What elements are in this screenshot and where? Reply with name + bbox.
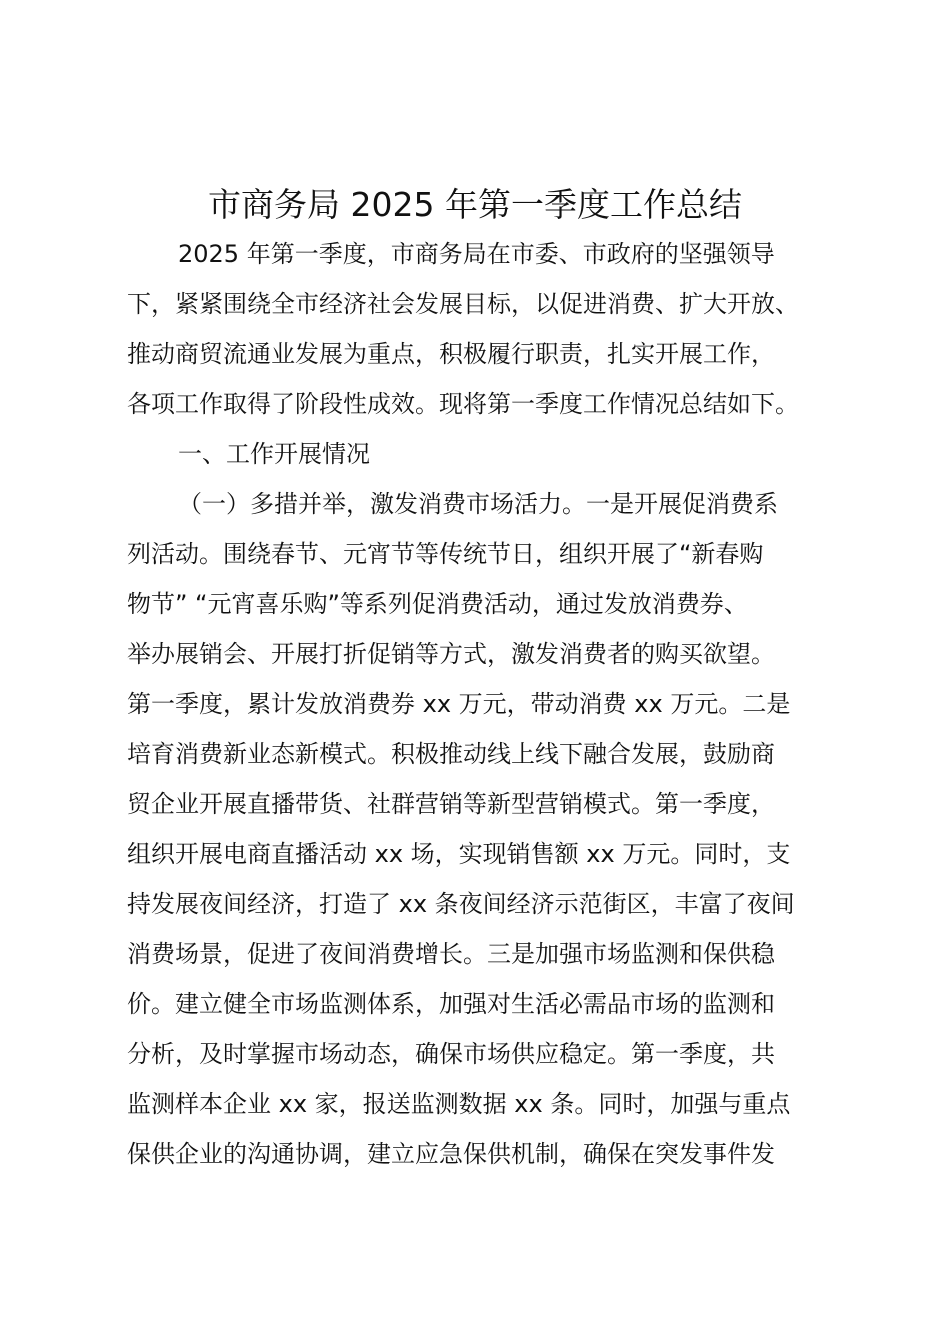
paragraph-line: 分析，及时掌握市场动态，确保市场供应稳定。第一季度，共 — [127, 1040, 775, 1068]
paragraph-line: 价。建立健全市场监测体系，加强对生活必需品市场的监测和 — [127, 990, 775, 1018]
paragraph-line: 下，紧紧围绕全市经济社会发展目标，以促进消费、扩大开放、 — [127, 290, 799, 318]
paragraph-line: 组织开展电商直播活动 xx 场，实现销售额 xx 万元。同时，支 — [127, 840, 791, 868]
paragraph-line: 各项工作取得了阶段性成效。现将第一季度工作情况总结如下。 — [127, 390, 799, 418]
paragraph-line: 监测样本企业 xx 家，报送监测数据 xx 条。同时，加强与重点 — [127, 1090, 791, 1118]
paragraph-line: 持发展夜间经济，打造了 xx 条夜间经济示范街区，丰富了夜间 — [127, 890, 795, 918]
paragraph-line: 保供企业的沟通协调，建立应急保供机制，确保在突发事件发 — [127, 1140, 775, 1168]
paragraph-line: 物节” “元宵喜乐购”等系列促消费活动，通过发放消费券、 — [127, 590, 748, 618]
paragraph-line: 培育消费新业态新模式。积极推动线上线下融合发展，鼓励商 — [127, 740, 775, 768]
paragraph-line: 贸企业开展直播带货、社群营销等新型营销模式。第一季度， — [127, 790, 775, 818]
document-title: 市商务局 2025 年第一季度工作总结 — [208, 185, 742, 224]
paragraph-line: 第一季度，累计发放消费券 xx 万元，带动消费 xx 万元。二是 — [127, 690, 791, 718]
paragraph-line: 消费场景，促进了夜间消费增长。三是加强市场监测和保供稳 — [127, 940, 775, 968]
paragraph-line: 举办展销会、开展打折促销等方式，激发消费者的购买欲望。 — [127, 640, 775, 668]
section-heading: 一、工作开展情况 — [178, 440, 370, 468]
paragraph-line: 列活动。围绕春节、元宵节等传统节日，组织开展了“新春购 — [127, 540, 764, 568]
paragraph-line: 2025 年第一季度，市商务局在市委、市政府的坚强领导 — [178, 240, 775, 268]
paragraph-line: 推动商贸流通业发展为重点，积极履行职责，扎实开展工作， — [127, 340, 775, 368]
paragraph-line: （一）多措并举，激发消费市场活力。一是开展促消费系 — [178, 490, 778, 518]
